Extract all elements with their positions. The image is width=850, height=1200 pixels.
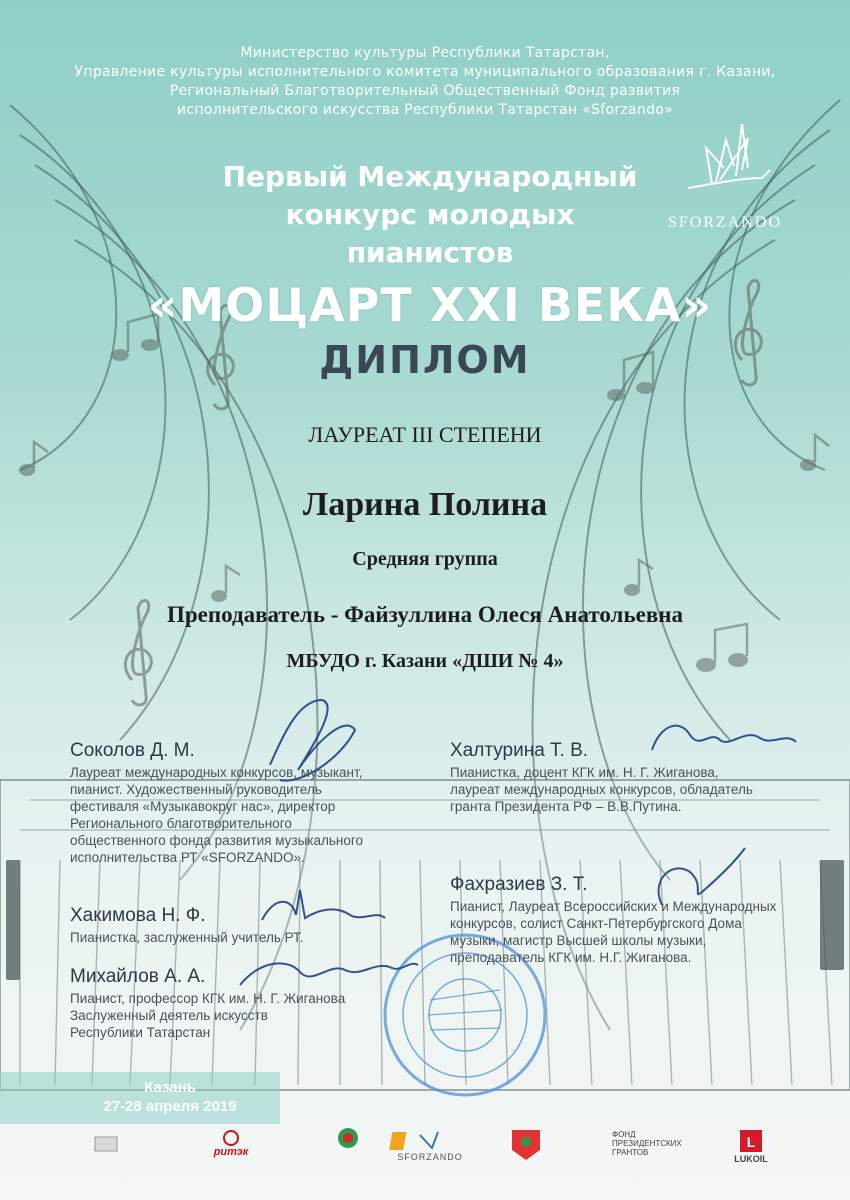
organizer-line: Управление культуры исполнительного комитета муниципального образования г. Казани, <box>74 64 776 80</box>
jury-description <box>450 898 776 966</box>
jury-line: Заслуженный деятель искусств <box>70 1008 268 1023</box>
jury-member <box>70 905 304 946</box>
jury-description <box>70 990 345 1041</box>
fund-logo-icon <box>389 1132 406 1150</box>
jury-line: исполнительства РТ «SFORZANDO». <box>70 850 305 865</box>
jury-line: Пианистка, заслуженный учитель РТ. <box>70 930 304 945</box>
organizers-block <box>40 44 810 120</box>
city: Казань <box>144 1079 196 1096</box>
jury-line: Республики Татарстан <box>70 1025 211 1040</box>
city-date-block <box>70 1078 270 1116</box>
jury-member <box>70 966 345 1041</box>
jury-description <box>70 764 363 866</box>
age-group: Средняя группа <box>352 548 498 570</box>
fund-line: ПРЕЗИДЕНТСКИХ <box>612 1139 682 1148</box>
contest-name: «МОЦАРТ XXI ВЕКА» <box>147 278 713 332</box>
jury-name: Соколов Д. М. <box>70 740 195 761</box>
fund-line: ГРАНТОВ <box>612 1148 649 1157</box>
jury-member <box>70 740 363 866</box>
document-type: ДИПЛОМ <box>319 338 531 382</box>
laureate-degree: ЛАУРЕАТ III СТЕПЕНИ <box>308 422 542 447</box>
jury-line: преподаватель КГК им. Н.Г. Жиганова. <box>450 950 692 965</box>
jury-line: общественного фонда развития музыкального <box>70 833 364 848</box>
jury-name: Хакимова Н. Ф. <box>70 905 206 926</box>
lukoil-logo-text: LUKOIL <box>734 1154 768 1164</box>
jury-description <box>450 764 753 815</box>
jury-line: Пианист, профессор КГК им. Н. Г. Жиганова <box>70 991 346 1006</box>
contest-title-line: Первый Международный <box>222 160 638 193</box>
jury-line: гранта Президента РФ – В.В.Путина. <box>450 799 682 814</box>
jury-name: Халтурина Т. В. <box>450 740 589 761</box>
jury-line: лауреат международных конкурсов, обладатель <box>450 782 753 797</box>
svg-text:L: L <box>746 1134 756 1150</box>
fund-line: ФОНД <box>612 1130 636 1139</box>
jury-member <box>450 874 776 966</box>
ritek-logo-icon <box>224 1131 238 1145</box>
jury-line: музыки, магистр Высшей школы музыки, <box>450 933 707 948</box>
contest-title-line: пианистов <box>346 236 514 269</box>
jury-line: Лауреат международных конкурсов, музыкант, <box>70 765 363 780</box>
jury-name: Михайлов А. А. <box>70 966 206 987</box>
sponsor-logo-1 <box>95 1137 117 1151</box>
contest-title <box>130 158 730 272</box>
jury-line: Пианистка, доцент КГК им. Н. Г. Жиганова, <box>450 765 719 780</box>
sforzando-small-icon <box>420 1132 438 1148</box>
jury-line: Пианист, Лауреат Всероссийских и Международных <box>450 899 777 914</box>
jury-member <box>450 740 753 815</box>
note-icon <box>800 435 829 471</box>
jury-description <box>70 929 304 946</box>
note-icon <box>696 624 748 672</box>
sforzando-sponsor-text: SFORZANDO <box>397 1152 463 1162</box>
sforzando-logo-text: SFORZANDO <box>667 214 782 231</box>
dates: 27-28 апреля 2019 <box>103 1098 237 1115</box>
organizer-line: Министерство культуры Республики Татарстан, <box>240 45 610 61</box>
organizer-line: Региональный Благотворительный Общественный Фонд развития <box>169 83 681 99</box>
jury-line: пианист. Художественный руководитель <box>70 782 322 797</box>
contest-title-line: конкурс молодых <box>285 198 575 231</box>
jury-line: конкурсов, солист Санкт-Петербургского Дома <box>450 916 742 931</box>
note-icon <box>19 442 48 476</box>
ritek-logo-text: ритэк <box>213 1146 249 1158</box>
note-icon <box>211 566 240 602</box>
jury-line: Регионального благотворительного <box>70 816 292 831</box>
jury-line: фестиваля «Музыкавокруг нас», директор <box>70 799 336 814</box>
organizer-line: исполнительского искусства Республики Татарстан «Sforzando» <box>176 102 674 118</box>
fund-logo-text <box>612 1130 692 1157</box>
participant-name: Ларина Полина <box>302 486 548 523</box>
jury-name: Фахразиев З. Т. <box>450 874 588 895</box>
school-name: МБУДО г. Казани «ДШИ № 4» <box>286 650 564 672</box>
teacher-name: Преподаватель - Файзуллина Олеся Анатольевна <box>166 602 684 627</box>
